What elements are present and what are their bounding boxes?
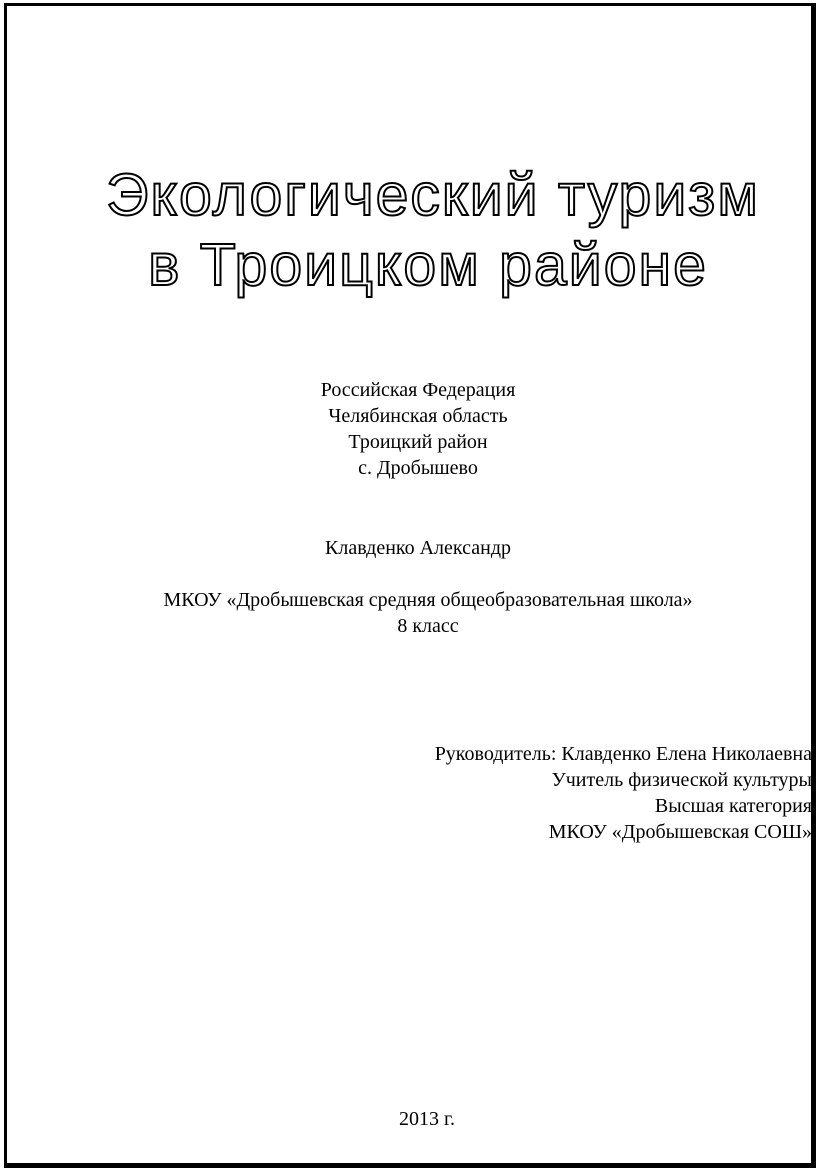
supervisor-name: Руководитель: Клавденко Елена Николаевна [434, 743, 812, 765]
location-village: с. Дробышево [358, 457, 478, 479]
title-line-2: в Троицком районе [148, 232, 708, 298]
supervisor-position: Учитель физической культуры [551, 769, 812, 791]
author-block [30, 535, 806, 561]
location-region: Челябинская область [328, 405, 508, 427]
school-block [40, 587, 816, 639]
year: 2013 г. [399, 1108, 455, 1130]
location-country: Российская Федерация [320, 379, 516, 401]
supervisor-category: Высшая категория [654, 795, 812, 817]
school-name: МКОУ «Дробышевская средняя общеобразовательная школа» [163, 589, 693, 611]
location-district: Троицкий район [348, 431, 488, 453]
school-grade: 8 класс [397, 615, 459, 637]
supervisor-school: МКОУ «Дробышевская СОШ» [548, 821, 812, 843]
supervisor-block [112, 741, 812, 845]
location-block [30, 377, 806, 481]
author-name: Клавденко Александр [325, 537, 511, 559]
title-line-1: Экологический туризм [106, 162, 760, 228]
